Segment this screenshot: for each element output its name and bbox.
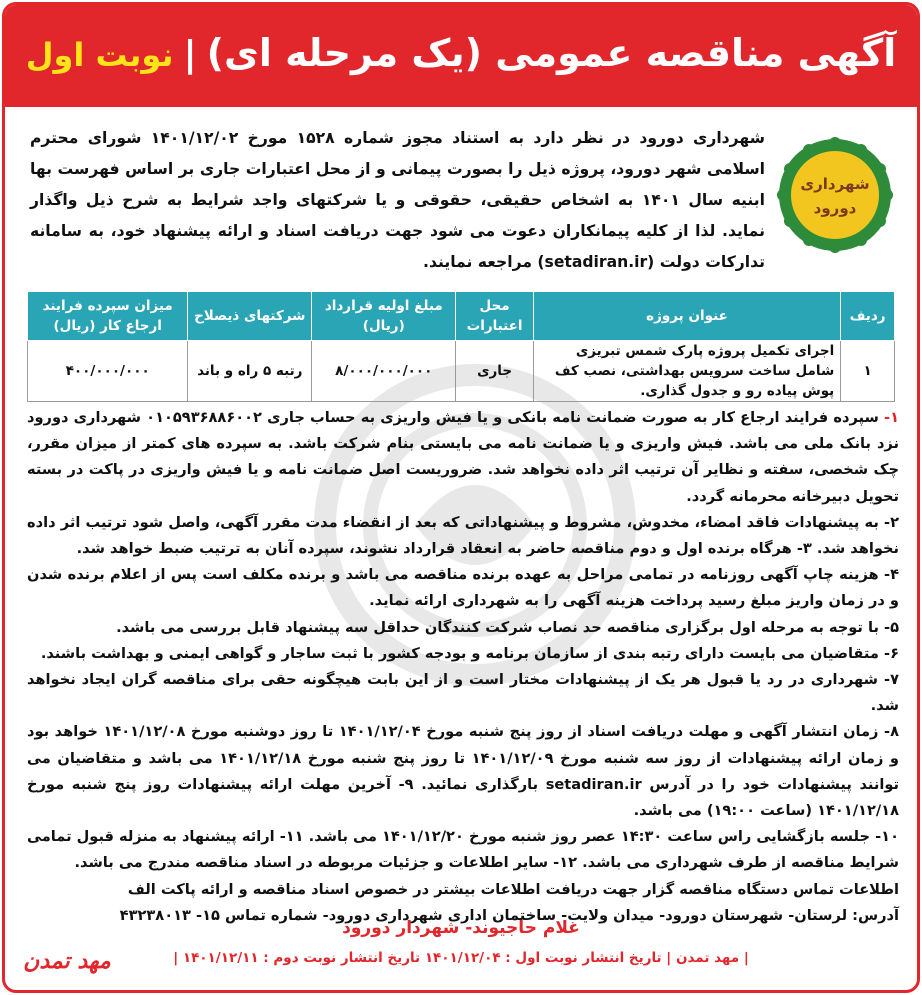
condition-item: ۸- زمان انتشار آگهی و مهلت دریافت اسناد از روز پنج شنبه مورخ ۱۴۰۱/۱۲/۰۴ تا روز دوشنبه مورخ ۱۴۰۱/۱۲/۰۸ خواهد بود و زمان ارائه پیشنهادات از روز سه شنبه مورخ ۱۴۰۱/۱۲/۰۹ تا روز پنج شنبه مورخ ۱۴۰۱/۱۲/۱۸ می باشد و متقاضیان می توانند پیشنهادات خود را در آدرس setadiran.ir بارگذاری نمائید. ۹- آخرین مهلت ارائه پیشنهادات روز پنج شنبه مورخ ۱۴۰۱/۱۲/۱۸ (ساعت ۱۹:۰۰) می باشد. [27, 723, 900, 820]
condition-item: ۱۰- جلسه بازگشایی راس ساعت ۱۴:۳۰ عصر روز شنبه مورخ ۱۴۰۱/۱۲/۲۰ می باشد. ۱۱- ارائه پیشنهاد به منزله قبول تمامی شرایط مناقصه از طرف شهرداری می باشد. ۱۲- سایر اطلاعات و جزئیات مربوطه در اسناد مناقصه مندرج می باشد. [27, 828, 899, 872]
project-table [27, 291, 895, 402]
brand-logo [17, 930, 117, 986]
logo-text-line2: دورود [813, 199, 857, 217]
condition-item: ۷- شهرداری در رد یا قبول هر یک از پیشنهادات مختار است و از این بابت هیچگونه حقی برای مناقصه گران ایجاد نخواهد شد. [27, 671, 899, 715]
notice-frame [2, 2, 920, 993]
col-source: محل اعتبارات [456, 292, 533, 341]
cell-row: ۱ [841, 341, 895, 402]
municipality-logo [775, 135, 895, 255]
col-row: ردیف [841, 292, 895, 341]
col-qualified: شرکتهای ذیصلاح [188, 292, 312, 341]
condition-item: ۲- به پیشنهادات فاقد امضاء، مخدوش، مشروط و پیشنهاداتی که بعد از انقضاء مدت مقرر آگهی، واصل شود ترتیب اثر داده نخواهد شد. ۳- هرگاه برنده اول و دوم مناقصه حاضر به انعقاد قرارداد نشوند، سپرده آنان به ترتیب ضبط خواهد شد. [27, 513, 899, 558]
conditions-list [27, 405, 899, 929]
round-label: نوبت اول [25, 36, 174, 74]
contact-info: آدرس: لرستان- شهرستان دورود- میدان ولایت- ساختمان اداری شهرداری دورود- شماره تماس ۱۵- ۴۳۲۳۸۰۱۳ [119, 906, 899, 924]
cell-qualified: رتبه ۵ راه و باند [188, 341, 312, 402]
signature: غلام حاجیوند- شهردار دورود [342, 918, 580, 938]
publication-dates: | مهد تمدن | تاریخ انتشار نوبت اول : ۱۴۰۱/۱۲/۰۴ تاریخ انتشار نوبت دوم : ۱۴۰۱/۱۲/۱۱ | [173, 950, 749, 966]
condition-number: ۱- [884, 409, 899, 426]
logo-text-line1: شهرداری [800, 175, 870, 193]
table-header-row [28, 292, 895, 341]
notice-title: آگهی مناقصه عمومی (یک مرحله ای) [206, 31, 897, 75]
cell-source: جاری [456, 341, 533, 402]
title-separator: | [183, 34, 197, 75]
cell-deposit: ۴۰۰/۰۰۰/۰۰۰ [28, 341, 188, 402]
condition-item: ۴- هزینه چاپ آگهی روزنامه در تمامی مراحل به عهده برنده مناقصه می باشد و برنده مکلف است پس از اعلام برنده شدن و در زمان واریز مبلغ رسید پرداخت هزینه آگهی را به شهرداری ارائه نماید. [27, 566, 899, 610]
cell-title: اجرای تکمیل پروژه پارک شمس تبریزی شامل ساخت سرویس بهداشتی، نصب کف پوش پیاده رو و جدول گذاری. [533, 341, 841, 402]
brand-text: مهد تمدن [23, 948, 111, 974]
intro-paragraph: شهرداری دورود در نظر دارد به استناد مجوز شماره ۱۵۲۸ مورخ ۱۴۰۱/۱۲/۰۲ شورای محترم اسلامی شهر دورود، پروژه ذیل را بصورت پیمانی و از محل اعتبارات جاری بر اساس فهرست بها ابنیه سال ۱۴۰۱ به اشخاص حقیقی، حقوقی و یا شرکتهای واجد شرایط به شرح ذیل واگذار نماید. لذا از کلیه پیمانکاران دعوت می شود جهت دریافت اسناد و ارائه پیشنهاد خود، به سامانه تدارکات دولت (setadiran.ir) مراجعه نمایند. [30, 129, 765, 271]
page-title [5, 31, 917, 75]
col-title: عنوان پروژه [533, 292, 841, 341]
table-row [28, 341, 895, 402]
header-banner [5, 5, 917, 107]
col-amount: مبلغ اولیه قرارداد (ریال) [312, 292, 456, 341]
col-deposit: میزان سپرده فرایند ارجاع کار (ریال) [28, 292, 188, 341]
condition-item: ۱- سپرده فرایند ارجاع کار به صورت ضمانت نامه بانکی و یا فیش واریزی به حساب جاری ۰۱۰۵۹۳۶۸۸۶۰۰۲ شهرداری دورود نزد بانک ملی می باشد. فیش واریزی و یا ضمانت نامه می بایستی بنام شرکت باشد. به سپرده های کمتر از میزان مقرر، چک شخصی، سفته و نظایر آن ترتیب اثر داده نخواهد شد. ضروریست اصل ضمانت نامه و یا فیش واریزی در پاکت در بسته تحویل دبیرخانه محرمانه گردد. [27, 409, 899, 505]
condition-item: ۶- متقاضیان می بایست دارای رتبه بندی از سازمان برنامه و بودجه کشور با ثبت ساجار و گواهی ایمنی و بهداشت باشند. [40, 644, 899, 662]
condition-item: ۵- با توجه به مرحله اول برگزاری مناقصه حد نصاب شرکت کنندگان حداقل سه پیشنهاد قابل بررسی می باشد. [116, 618, 899, 636]
condition-item: اطلاعات تماس دستگاه مناقصه گزار جهت دریافت اطلاعات بیشتر در خصوص اسناد مناقصه و ارائه پاکت الف [127, 880, 899, 898]
cell-amount: ۸/۰۰۰/۰۰۰/۰۰۰ [312, 341, 456, 402]
